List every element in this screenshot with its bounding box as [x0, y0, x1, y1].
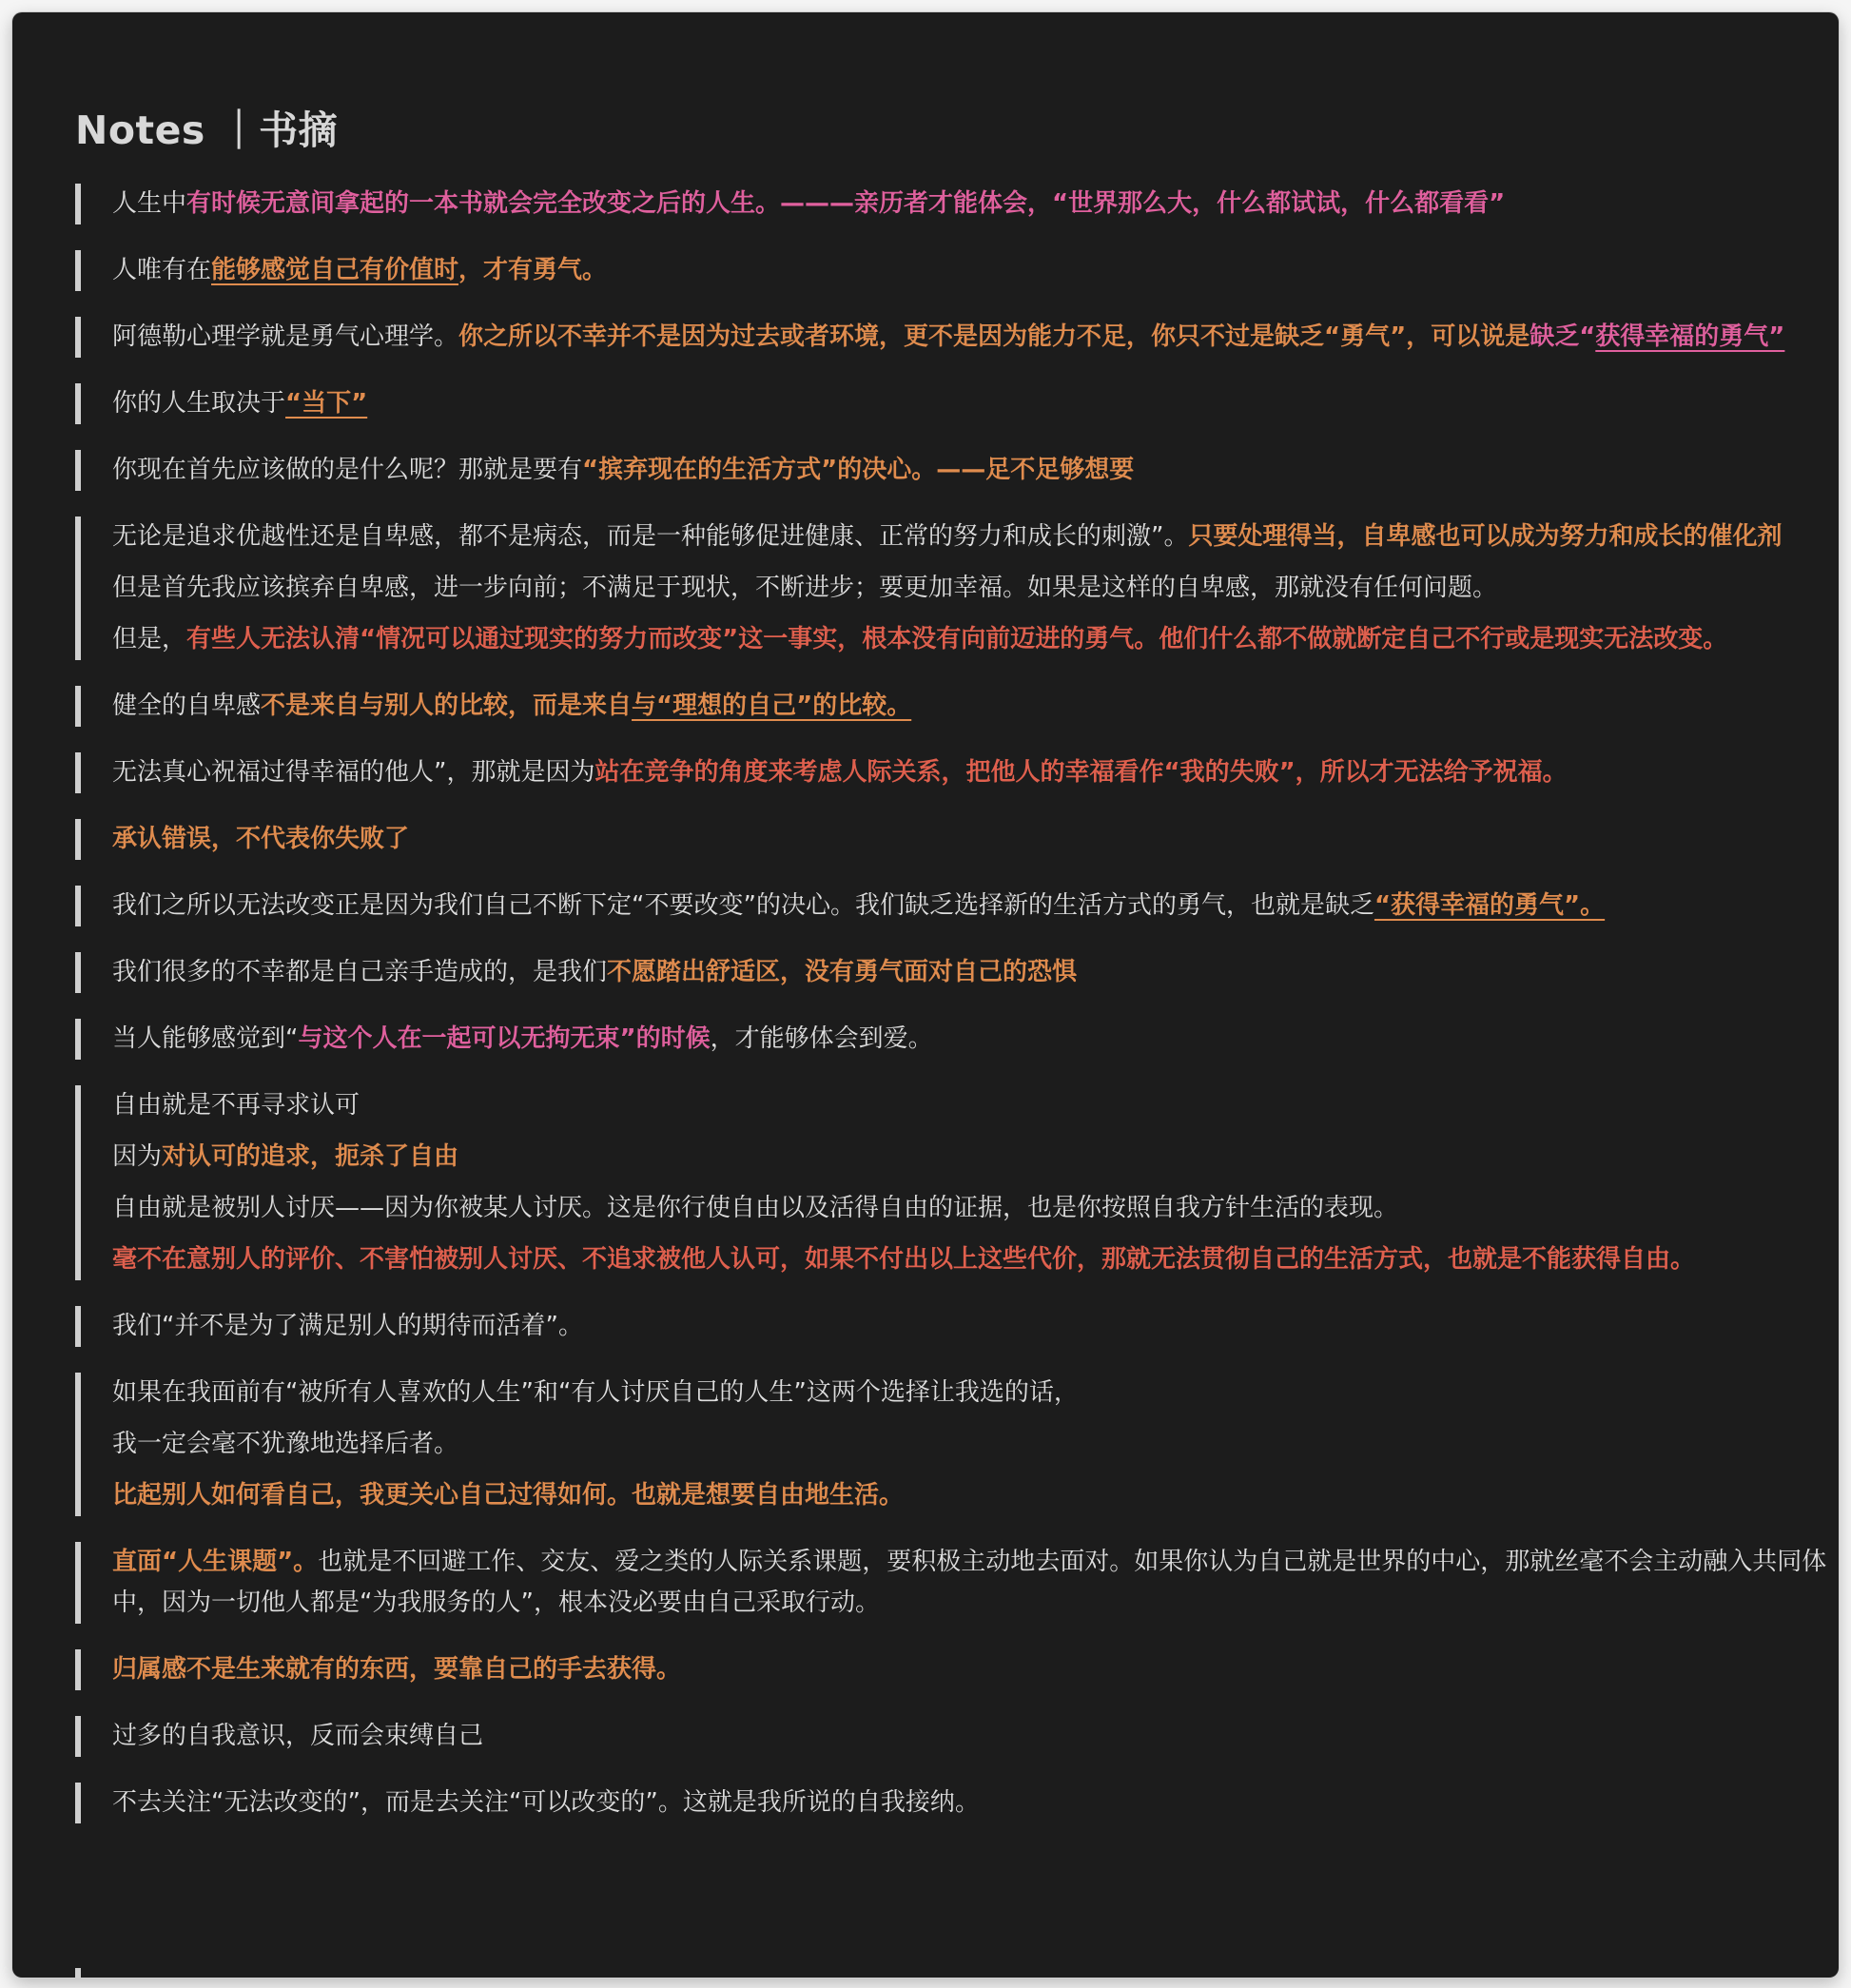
- highlighted-text: 与这个人在一起可以无拘无束”的时候: [298, 1024, 711, 1053]
- blockquote: [75, 1783, 1835, 1823]
- quote-text: 人唯有在: [112, 256, 212, 284]
- quote-paragraph: [112, 819, 1835, 860]
- highlighted-text: 只要处理得当，自卑感也可以成为努力和成长的催化剂: [1188, 522, 1783, 551]
- highlighted-text: 有时候无意间拿起的一本书就会完全改变之后的人生。———亲历者才能体会，“世界那么大，什么都试试，什么都看看”: [186, 189, 1506, 218]
- quote-text: 人生中: [112, 189, 187, 218]
- quote-text: 我一定会毫不犹豫地选择后者。: [112, 1430, 459, 1458]
- highlighted-text: 毫不在意别人的评价、不害怕被别人讨厌、不追求被他人认可，如果不付出以上这些代价，那就无法贯彻自己的生活方式，也就是不能获得自由。: [112, 1245, 1696, 1274]
- quote-paragraph: [112, 1649, 1835, 1690]
- highlighted-text: 对认可的追求，扼杀了自由: [162, 1142, 459, 1171]
- notes-window: [12, 12, 1839, 1978]
- quote-paragraph: [112, 1137, 1835, 1178]
- cut-off-quote-border: [75, 1968, 81, 1978]
- quote-paragraph: [112, 752, 1835, 793]
- blockquote: [75, 752, 1835, 793]
- highlighted-text: 承认错误，不代表你失败了: [112, 825, 410, 853]
- quote-text: 也就是不回避工作、交友、爱之类的人际关系课题，要积极主动地去面对。如果你认为自己就是世界的中心，那就丝毫不会主动融入共同体中，因为一切他人都是“为我服务的人”，根本没必要由自己采取行动。: [112, 1548, 1827, 1617]
- quote-text: 阿德勒心理学就是勇气心理学。: [112, 322, 459, 351]
- blockquote: [75, 886, 1835, 926]
- quote-paragraph: [112, 1716, 1835, 1757]
- quote-paragraph: [112, 886, 1835, 926]
- blockquote: [75, 1373, 1835, 1516]
- quote-paragraph: [112, 1373, 1835, 1413]
- quote-paragraph: [112, 568, 1835, 609]
- quote-text: 当人能够感觉到“: [112, 1024, 299, 1053]
- quote-paragraph: [112, 1475, 1835, 1516]
- blockquote: [75, 1085, 1835, 1280]
- quote-text: 但是，: [112, 625, 187, 653]
- quote-paragraph: [112, 686, 1835, 727]
- quote-text: 我们之所以无法改变正是因为我们自己不断下定“不要改变”的决心。我们缺乏选择新的生活方式的勇气，也就是缺乏: [112, 891, 1374, 920]
- highlighted-text: “获得幸福的勇气”。: [1374, 891, 1606, 920]
- notes-content: [75, 96, 1835, 1849]
- highlighted-text: 归属感不是生来就有的东西，要靠自己的手去获得。: [112, 1655, 682, 1684]
- blockquote: [75, 317, 1835, 358]
- blockquote: [75, 819, 1835, 860]
- quote-text: 健全的自卑感: [112, 692, 262, 720]
- quote-paragraph: [112, 516, 1835, 557]
- quote-text: 不去关注“无法改变的”，而是去关注“可以改变的”。这就是我所说的自我接纳。: [112, 1788, 980, 1817]
- quote-paragraph: [112, 1239, 1835, 1280]
- quote-text: 你的人生取决于: [112, 389, 286, 418]
- quote-paragraph: [112, 317, 1835, 358]
- quote-paragraph: [112, 1542, 1835, 1624]
- quote-paragraph: [112, 383, 1835, 424]
- quote-paragraph: [112, 1424, 1835, 1465]
- page-title: Notes ｜书摘: [75, 107, 339, 153]
- highlighted-text: 不是来自与别人的比较，而是来自: [261, 692, 633, 720]
- quote-paragraph: [112, 1783, 1835, 1823]
- blockquote: [75, 952, 1835, 993]
- quote-text: 你现在首先应该做的是什么呢？那就是要有: [112, 456, 583, 484]
- blockquote: [75, 1716, 1835, 1757]
- highlighted-text: 缺乏“: [1530, 322, 1596, 351]
- blockquote: [75, 686, 1835, 727]
- blockquote: [75, 250, 1835, 291]
- quote-text: 自由就是被别人讨厌——因为你被某人讨厌。这是你行使自由以及活得自由的证据，也是你按照自我方针生活的表现。: [112, 1194, 1399, 1222]
- highlighted-text: ，才有勇气。: [458, 256, 608, 284]
- blockquote: [75, 450, 1835, 491]
- quote-paragraph: [112, 1306, 1835, 1347]
- quote-text: 无论是追求优越性还是自卑感，都不是病态，而是一种能够促进健康、正常的努力和成长的刺激”。: [112, 522, 1189, 551]
- quote-text: 但是首先我应该摈弃自卑感，进一步向前；不满足于现状，不断进步；要更加幸福。如果是这样的自卑感，那就没有任何问题。: [112, 574, 1498, 602]
- blockquote: [75, 516, 1835, 660]
- highlighted-text: 你之所以不幸并不是因为过去或者环境，更不是因为能力不足，你只不过是缺乏“勇气”，可以说是: [458, 322, 1530, 351]
- quote-paragraph: [112, 1019, 1835, 1060]
- highlighted-text: “当下”: [285, 389, 368, 418]
- quote-text: ，才能够体会到爱。: [710, 1024, 933, 1053]
- quote-paragraph: [112, 952, 1835, 993]
- quote-text: 过多的自我意识，反而会束缚自己: [112, 1722, 484, 1750]
- blockquote: [75, 1306, 1835, 1347]
- highlighted-text: 比起别人如何看自己，我更关心自己过得如何。也就是想要自由地生活。: [112, 1481, 905, 1510]
- quote-paragraph: [112, 184, 1835, 224]
- quote-text: 我们“并不是为了满足别人的期待而活着”。: [112, 1312, 583, 1340]
- quote-paragraph: [112, 1188, 1835, 1229]
- highlighted-text: 不愿踏出舒适区，没有勇气面对自己的恐惧: [607, 958, 1078, 986]
- highlighted-text: 能够感觉自己有价值时: [211, 256, 459, 284]
- blockquote: [75, 1649, 1835, 1690]
- highlighted-text: 与“理想的自己”的比较。: [632, 692, 912, 720]
- blockquote: [75, 1542, 1835, 1624]
- highlighted-text: 直面“人生课题”。: [112, 1548, 319, 1576]
- quote-paragraph: [112, 250, 1835, 291]
- blockquote: [75, 1019, 1835, 1060]
- quote-text: 无法真心祝福过得幸福的他人”，那就是因为: [112, 758, 595, 787]
- quote-text: 如果在我面前有“被所有人喜欢的人生”和“有人讨厌自己的人生”这两个选择让我选的话，: [112, 1378, 1079, 1407]
- quote-text: 因为: [112, 1142, 163, 1171]
- quote-list: [75, 184, 1835, 1823]
- quote-paragraph: [112, 1085, 1835, 1126]
- highlighted-text: 获得幸福的勇气”: [1595, 322, 1785, 351]
- quote-text: 自由就是不再寻求认可: [112, 1091, 360, 1120]
- blockquote: [75, 383, 1835, 424]
- highlighted-text: 有些人无法认清“情况可以通过现实的努力而改变”这一事实，根本没有向前迈进的勇气。他们什么都不做就断定自己不行或是现实无法改变。: [186, 625, 1728, 653]
- quote-text: 我们很多的不幸都是自己亲手造成的，是我们: [112, 958, 608, 986]
- blockquote: [75, 184, 1835, 224]
- quote-paragraph: [112, 619, 1835, 660]
- highlighted-text: 站在竞争的角度来考虑人际关系，把他人的幸福看作“我的失败”，所以才无法给予祝福。: [594, 758, 1568, 787]
- quote-paragraph: [112, 450, 1835, 491]
- highlighted-text: “摈弃现在的生活方式”的决心。——足不足够想要: [582, 456, 1135, 484]
